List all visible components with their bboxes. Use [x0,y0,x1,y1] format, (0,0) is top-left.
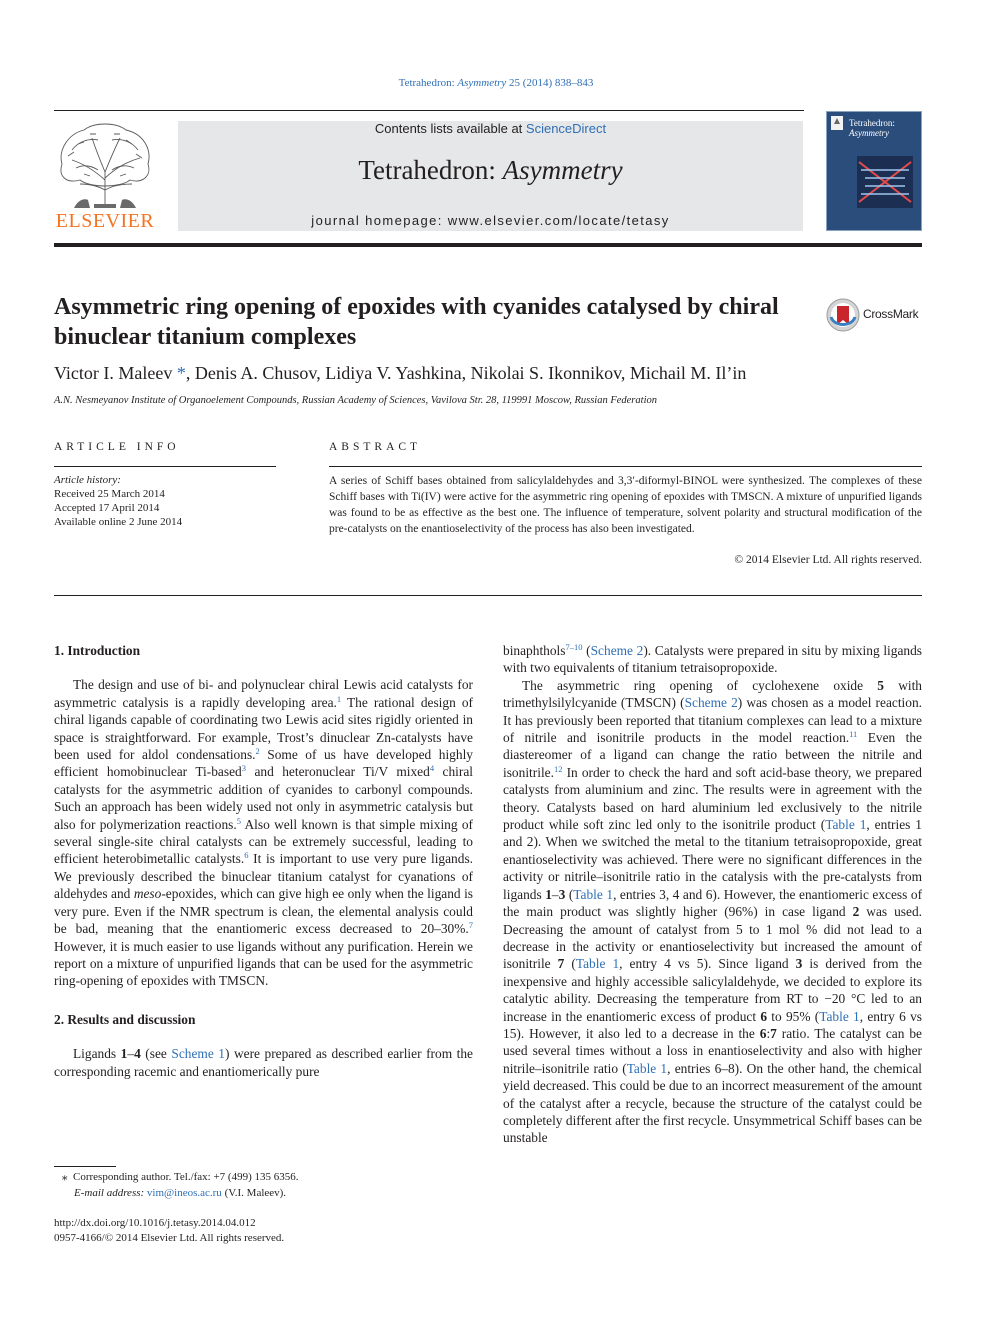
abstract-text: A series of Schiff bases obtained from salicylaldehydes and 3,3′-diformyl-BINOL were synthesized. The complexes of these Schiff bases with Ti(IV) were active for the asymmetric ring opening of epoxides with TMSCN. A mixture of unpurified ligands was found to be as effective as the best one. The influence of temperature, solvent polarity and structural modification of the pre-catalysts on the enantioselectivity of the process has also been investigated. [329,475,922,535]
journal-title: Tetrahedron: Asymmetry [358,155,623,185]
ref-link[interactable]: 12 [553,763,563,774]
right-column [503,642,922,1147]
footnote-rule [54,1166,116,1167]
results-paragraph: Ligands 1–4 (see Scheme 1) were prepared as described earlier from the corresponding racemic and enantiomerically pure [54,1046,473,1079]
citation-journal-italic: Asymmetry [457,77,507,89]
left-column [54,642,473,1080]
continued-paragraph: binaphthols$^{7-10}$ (Scheme 2). Catalysts were prepared in situ by mixing ligands with two equivalents of titanium tetraisopropoxide. [503,642,922,676]
elsevier-tree-icon [54,120,156,212]
elsevier-logo [54,120,156,235]
abstract-heading: ABSTRACT [329,441,422,453]
article-title: Asymmetric ring opening of epoxides with cyanides catalysed by chiral binuclear titanium complexes [54,294,779,350]
author-email-link[interactable]: vim@ineos.ac.ru [146,1187,222,1199]
footnote-corresponding: ⁎ Corresponding author. Tel./fax: +7 (499) 135 6356. [62,1171,299,1183]
article-history [54,473,276,529]
accepted-date: Accepted 17 April 2014 [54,502,160,514]
footnote-email: E-mail address: vim@ineos.ac.ru (V.I. Maleev). [74,1187,287,1199]
ref-link[interactable]: 11 [849,729,858,740]
section-heading-introduction: 1. Introduction [54,643,141,658]
ref-link[interactable]: 4 [429,763,435,774]
abstract-copyright: © 2014 Elsevier Ltd. All rights reserved. [734,554,922,566]
table-1-link[interactable]: Table 1 [573,886,614,902]
ref-link[interactable]: 7 [468,920,473,931]
crossmark-badge[interactable] [826,297,926,333]
received-date: Received 25 March 2014 [54,488,165,500]
issn-line: 0957-4166/© 2014 Elsevier Ltd. All rights reserved. [54,1232,285,1244]
scheme-2-link[interactable]: Scheme 2 [684,695,738,711]
table-1-link[interactable]: Table 1 [575,956,620,972]
ref-link[interactable]: 6 [244,850,249,861]
scheme-1-link[interactable]: Scheme 1 [171,1046,225,1062]
footnote-star: ⁎ [62,1171,68,1183]
doi-link[interactable]: http://dx.doi.org/10.1016/j.tetasy.2014.04.012 [54,1217,256,1229]
citation-volume: 25 (2014) 838–843 [506,77,594,89]
author-maleev[interactable]: Victor I. Maleev [54,363,173,383]
table-1-link[interactable]: Table 1 [819,1008,860,1024]
citation-journal: Tetrahedron: [398,77,458,89]
journal-citation[interactable] [0,77,992,89]
co-authors: , Denis A. Chusov, Lidiya V. Yashkina, Nikolai S. Ikonnikov, Michail M. Il’in [185,363,747,383]
article-info-rule [54,466,276,467]
history-label: Article history: [54,474,121,486]
publisher-name: ELSEVIER [55,210,155,232]
cover-elsevier-badge-icon [831,116,843,130]
table-1-link[interactable]: Table 1 [825,817,867,833]
author-list [54,363,922,384]
ref-link[interactable]: 2 [255,746,260,757]
ref-link[interactable]: 1 [336,693,342,704]
journal-masthead [178,121,803,231]
sciencedirect-link[interactable]: ScienceDirect [525,121,607,136]
online-date: Available online 2 June 2014 [54,516,183,528]
article-info-heading: ARTICLE INFO [54,441,180,453]
intro-paragraph: The design and use of bi- and polynuclear chiral Lewis acid catalysts for asymmetric catalysis is a rapidly developing area.$^1$ The rational design of chiral ligands capable of coordinating two Lewis acid sites rigidly oriented in space is straightforward. For example, Trost’s dinuclear Zn-catalysts have been used for aldol condensations.$^2$ Some of us have developed highly efficient homobinuclear Ti-based$^3$ and heteronuclear Ti/V mixed$^4$ chiral catalysts for the asymmetric addition of cyanides to carbonyl compounds. Such an approach has been widely used not only in asymmetric catalysis but also for polymerization reactions.$^5$ Also well known is that simple mixing of several single-site chiral catalysts can be extremely successful, leading to efficient heterobimetallic catalysts.$^6$ It is important to use very pure ligands. We previously described the binuclear titanium catalyst for cyanations of aldehydes and meso-epoxides, which can give high ee only when the ligand is very pure. Even if the NMR spectrum is clean, the elemental analysis could be bad, meaning that the enantiomeric excess decreased to 20–30%.$^7$ However, it is much easier to use ligands without any purification. Herein we report on a mixture of unpurified ligands that can be used for the asymmetric ring-opening of epoxides with TMSCN. [54,677,474,989]
cover-artwork-icon [857,156,913,208]
cover-title: Tetrahedron: Asymmetry [849,118,895,138]
crossmark-icon [826,297,860,333]
table-1-link[interactable]: Table 1 [626,1060,668,1076]
author-affiliation: A.N. Nesmeyanov Institute of Organoelement Compounds, Russian Academy of Sciences, Vavilova Str. 28, 119991 Moscow, Russian Federation [54,395,657,406]
abstract-rule [329,466,922,467]
ref-link[interactable]: 3 [241,763,246,774]
crossmark-label: CrossMark [863,307,919,321]
journal-homepage[interactable]: journal homepage: www.elsevier.com/locate/tetasy [311,213,670,228]
header-thick-rule [54,243,922,247]
model-reaction-paragraph: The asymmetric ring opening of cyclohexene oxide 5 with trimethylsilylcyanide (TMSCN) (Scheme 2) was chosen as a model reaction. It has previously been reported that titanium complexes can lead to a mixture of nitrile and isonitrile products in the model reaction.$^{11}$ Even the diastereomer of a ligand can change the ratio between the nitrile and isonitrile.$^{12}$ In order to check the hard and soft acid-base theory, we prepared catalysts from aluminium and zinc. The results were in agreement with the theory. Catalysts based on hard aluminium led exclusively to the nitrile product while soft zinc led only to the isonitrile product (Table 1, entries 1 and 2). When we switched the metal to the titanium tetraisopropoxide, great enantioselectivity was achieved. There were no significant differences in the activity or nitrile–isonitrile ratio in the catalysis with the pre-catalysts from ligands 1–3 (Table 1, entries 3, 4 and 6). However, the enantiomeric excess of the main product was slightly higher (96%) in case ligand 2 was used. Decreasing the amount of catalyst from 5 to 1 mol % did not lead to a decrease in the activity or enantioselectivity but increased the amount of isonitrile 7 (Table 1, entry 4 vs 5). Since ligand 3 is derived from the inexpensive and highly accessible salicylaldehyde, we decided to explore its catalytic ability. Decreasing the temperature from RT to −20 °C led to an increase in the enantiomeric excess of product 6 to 95% (Table 1, entry 6 vs 15). However, it also led to a decrease in the 6:7 ratio. The catalyst can be used several times without a loss in enantioselectivity and also with higher nitrile–isonitrile ratio (Table 1, entries 6–8). On the other hand, the chemical yield decreased. This could be due to an incorrect measurement of the amount of the catalyst after a recycle, because the structure of the catalyst could be completely different after the first recycle. Unsymmetrical Schiff bases can be unstable [503,677,923,1146]
contents-line: Contents lists available at ScienceDirect [374,121,607,136]
header-rule [54,110,804,111]
journal-cover[interactable] [826,111,922,231]
section-heading-results: 2. Results and discussion [54,1011,196,1027]
scheme-2-link[interactable]: Scheme 2 [590,643,644,658]
abstract-bottom-rule [54,595,922,596]
corresponding-author-marker[interactable]: * [172,363,186,383]
ref-link[interactable]: 7–10 [565,642,583,652]
ref-link[interactable]: 5 [236,815,241,826]
